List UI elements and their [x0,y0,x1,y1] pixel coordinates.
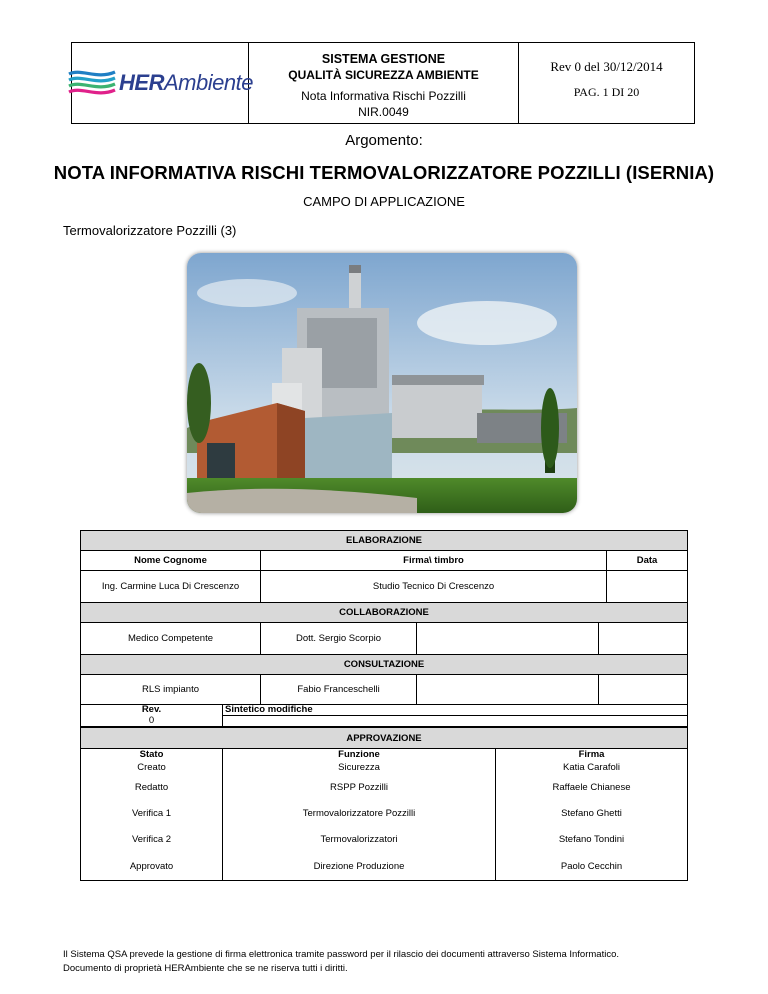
footer-line2: Documento di proprietà HERAmbiente che se ne riserva tutti i diritti. [63,963,348,974]
collaborazione-heading: COLLABORAZIONE [81,603,688,623]
col-stato: Stato [81,749,223,761]
collaborazione-table [80,602,687,655]
rev-changes [223,716,688,727]
consultazione-name: Fabio Franceschelli [261,675,417,705]
scope-label: CAMPO DI APPLICAZIONE [303,194,465,209]
approvazione-firma: Paolo Cecchin [496,853,688,881]
elaborazione-date [607,571,688,603]
col-funzione: Funzione [223,749,496,761]
collaborazione-name: Dott. Sergio Scorpio [261,623,417,655]
approvazione-stato: Redatto [81,775,223,801]
col-data: Data [607,551,688,571]
consultazione-sign [417,675,599,705]
revision-text: Rev 0 del 30/12/2014 [550,59,663,74]
argomento-label: Argomento: [345,132,423,149]
approvazione-firma: Stefano Tondini [496,827,688,853]
elaborazione-table [80,530,687,603]
consultazione-role: RLS impianto [81,675,261,705]
heraambiente-logo [67,68,253,98]
doc-title: Nota Informativa Rischi Pozzilli [301,89,466,103]
logo-waves-icon [67,68,117,98]
approvazione-stato: Verifica 2 [81,827,223,853]
approvazione-funzione: Termovalorizzatore Pozzilli [223,801,496,827]
col-firma-timbro: Firma\ timbro [261,551,607,571]
approvazione-stato: Approvato [81,853,223,881]
system-line1: SISTEMA GESTIONE [321,52,446,66]
scope-value: Termovalorizzatore Pozzilli (3) [63,223,237,238]
doc-code: NIR.0049 [358,105,409,119]
plant-photo [187,253,577,513]
revisione-table [80,704,687,727]
elaborazione-sign: Studio Tecnico Di Crescenzo [261,571,607,603]
collaborazione-role: Medico Competente [81,623,261,655]
logo-wordmark: HERAmbiente [119,70,253,95]
approvazione-funzione: Termovalorizzatori [223,827,496,853]
approvazione-funzione: RSPP Pozzilli [223,775,496,801]
footer-line1: Il Sistema QSA prevede la gestione di firma elettronica tramite password per il rilascio dei documenti attraverso Sistema Informatico. [63,949,619,960]
system-line2: QUALITÀ SICUREZZA AMBIENTE [288,68,479,82]
approvazione-funzione: Direzione Produzione [223,853,496,881]
approvazione-table [80,727,687,881]
collaborazione-date [599,623,688,655]
collaborazione-sign [417,623,599,655]
approvazione-firma: Raffaele Chianese [496,775,688,801]
approvazione-firma: Stefano Ghetti [496,801,688,827]
consultazione-table [80,654,687,705]
document-header [71,42,695,124]
elaborazione-heading: ELABORAZIONE [81,531,688,551]
document-title: NOTA INFORMATIVA RISCHI TERMOVALORIZZATORE POZZILLI (ISERNIA) [53,162,715,183]
approvazione-funzione: Sicurezza [223,761,496,775]
approvazione-firma: Katia Carafoli [496,761,688,775]
col-firma: Firma [496,749,688,761]
col-sintetico-modifiche: Sintetico modifiche [223,705,688,716]
rev-value: 0 [81,716,223,727]
footer-note [63,948,619,976]
approvazione-stato: Verifica 1 [81,801,223,827]
approvazione-stato: Creato [81,761,223,775]
logo-cell [72,43,253,123]
col-rev: Rev. [81,705,223,716]
system-cell [249,43,519,123]
col-nome-cognome: Nome Cognome [81,551,261,571]
approvazione-heading: APPROVAZIONE [81,728,688,749]
revision-cell [519,43,694,123]
consultazione-heading: CONSULTAZIONE [81,655,688,675]
page-number: PAG. 1 DI 20 [573,85,640,99]
elaborazione-name: Ing. Carmine Luca Di Crescenzo [81,571,261,603]
consultazione-date [599,675,688,705]
